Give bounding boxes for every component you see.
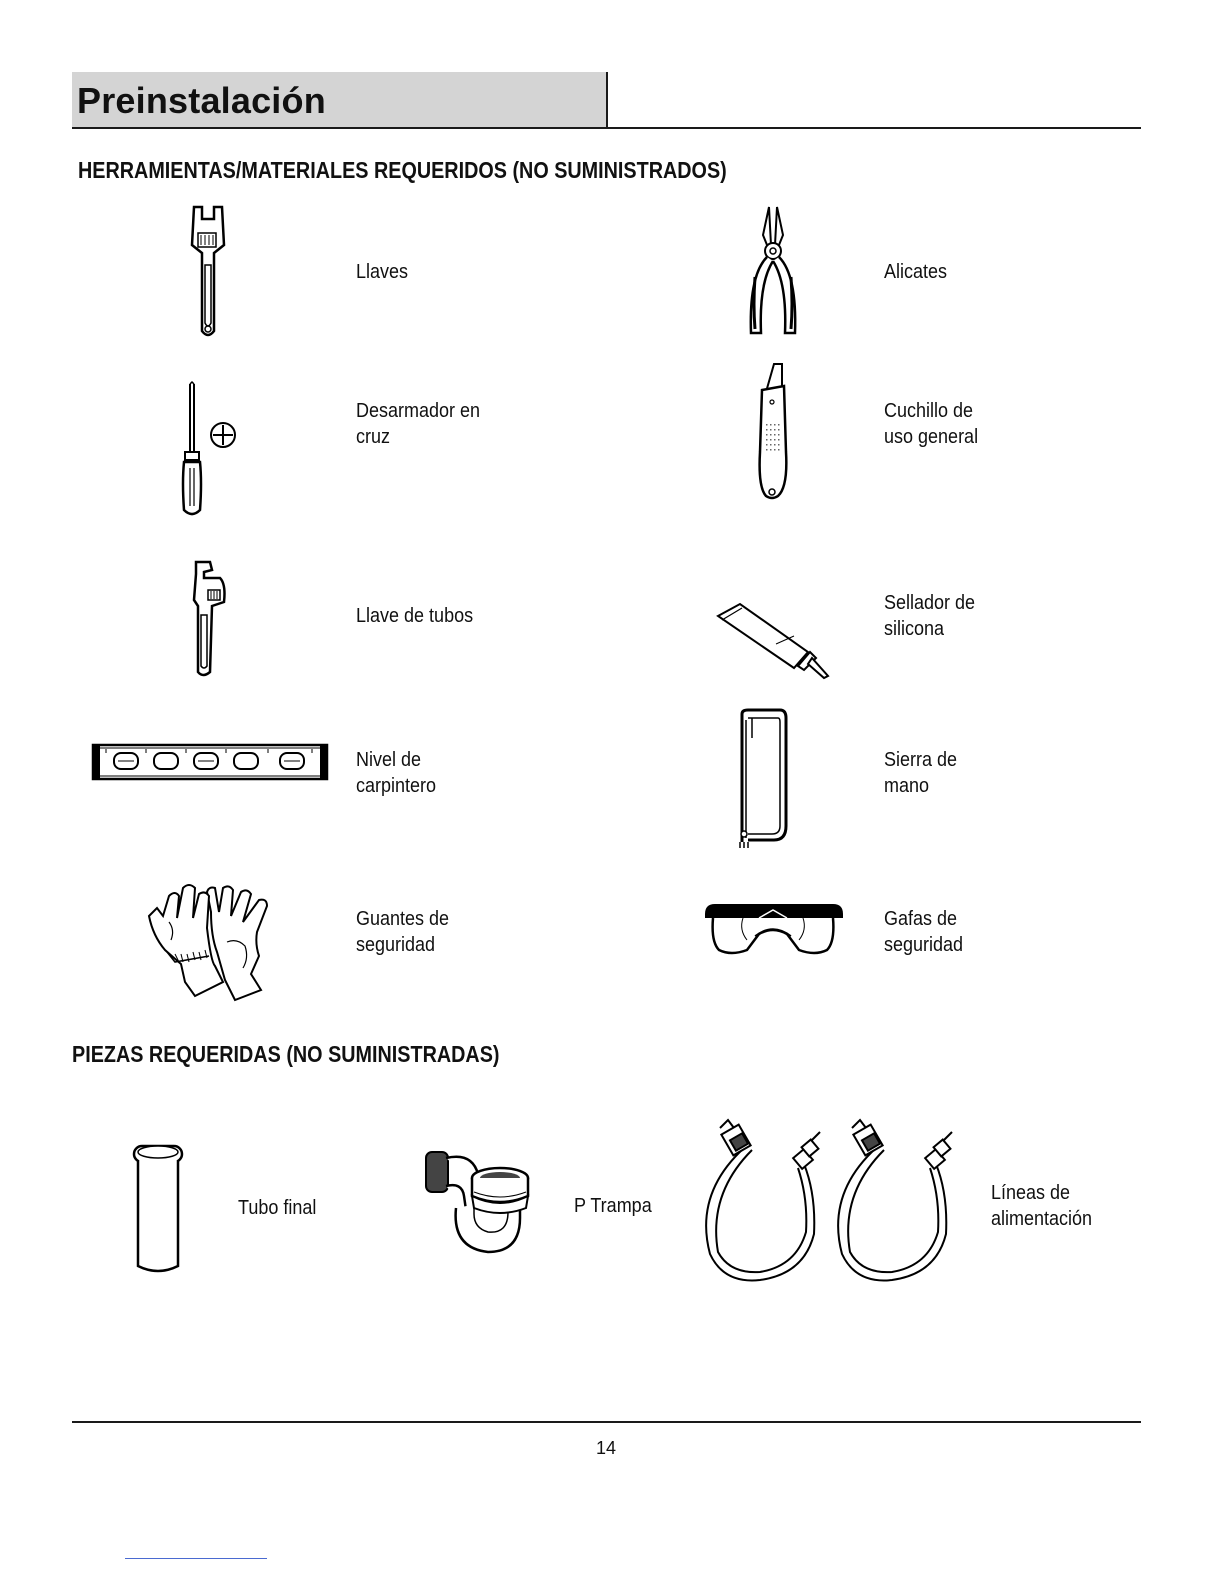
page-title: Preinstalación	[77, 80, 326, 121]
pipe-wrench-icon	[190, 560, 230, 678]
adjustable-wrench-icon	[188, 205, 228, 340]
hacksaw-icon	[734, 708, 790, 850]
part-label-p-trampa: P Trampa	[574, 1195, 652, 1217]
p-trap-icon	[412, 1148, 532, 1256]
parts-section-heading: PIEZAS REQUERIDAS (NO SUMINISTRADAS)	[72, 1041, 500, 1067]
tool-label-desarmador: Desarmador en cruz	[356, 400, 481, 448]
pliers-icon	[745, 205, 801, 337]
bottom-underline	[125, 1558, 267, 1559]
tool-label-nivel: Nivel de carpintero	[356, 749, 437, 797]
carpenter-level-icon	[92, 744, 328, 780]
tool-label-gafas: Gafas de seguridad	[884, 908, 964, 956]
footer-rule	[72, 1421, 1141, 1423]
tool-label-llave-de-tubos: Llave de tubos	[356, 605, 474, 627]
supply-lines-icon	[704, 1114, 974, 1284]
tool-label-sellador: Sellador de silicona	[884, 592, 976, 640]
part-label-tubo-final: Tubo final	[238, 1197, 317, 1219]
silicone-tube-icon	[716, 600, 832, 680]
tool-label-sierra: Sierra de mano	[884, 749, 958, 797]
safety-glasses-icon	[703, 900, 845, 958]
page-number: 14	[595, 1438, 617, 1458]
tool-label-llaves: Llaves	[356, 261, 409, 283]
utility-knife-icon	[756, 362, 788, 502]
tools-section-heading: HERRAMIENTAS/MATERIALES REQUERIDOS (NO SUMINISTRADOS)	[78, 157, 727, 183]
tool-label-guantes: Guantes de seguridad	[356, 908, 450, 956]
tailpiece-tube-icon	[132, 1138, 184, 1274]
phillips-screwdriver-icon	[180, 382, 240, 517]
part-label-lineas: Líneas de alimentación	[991, 1182, 1093, 1230]
tool-label-alicates: Alicates	[884, 261, 948, 283]
tool-label-cuchillo: Cuchillo de uso general	[884, 400, 979, 448]
header-rule	[72, 127, 1141, 129]
work-gloves-icon	[145, 882, 277, 1002]
header-divider	[606, 72, 608, 128]
